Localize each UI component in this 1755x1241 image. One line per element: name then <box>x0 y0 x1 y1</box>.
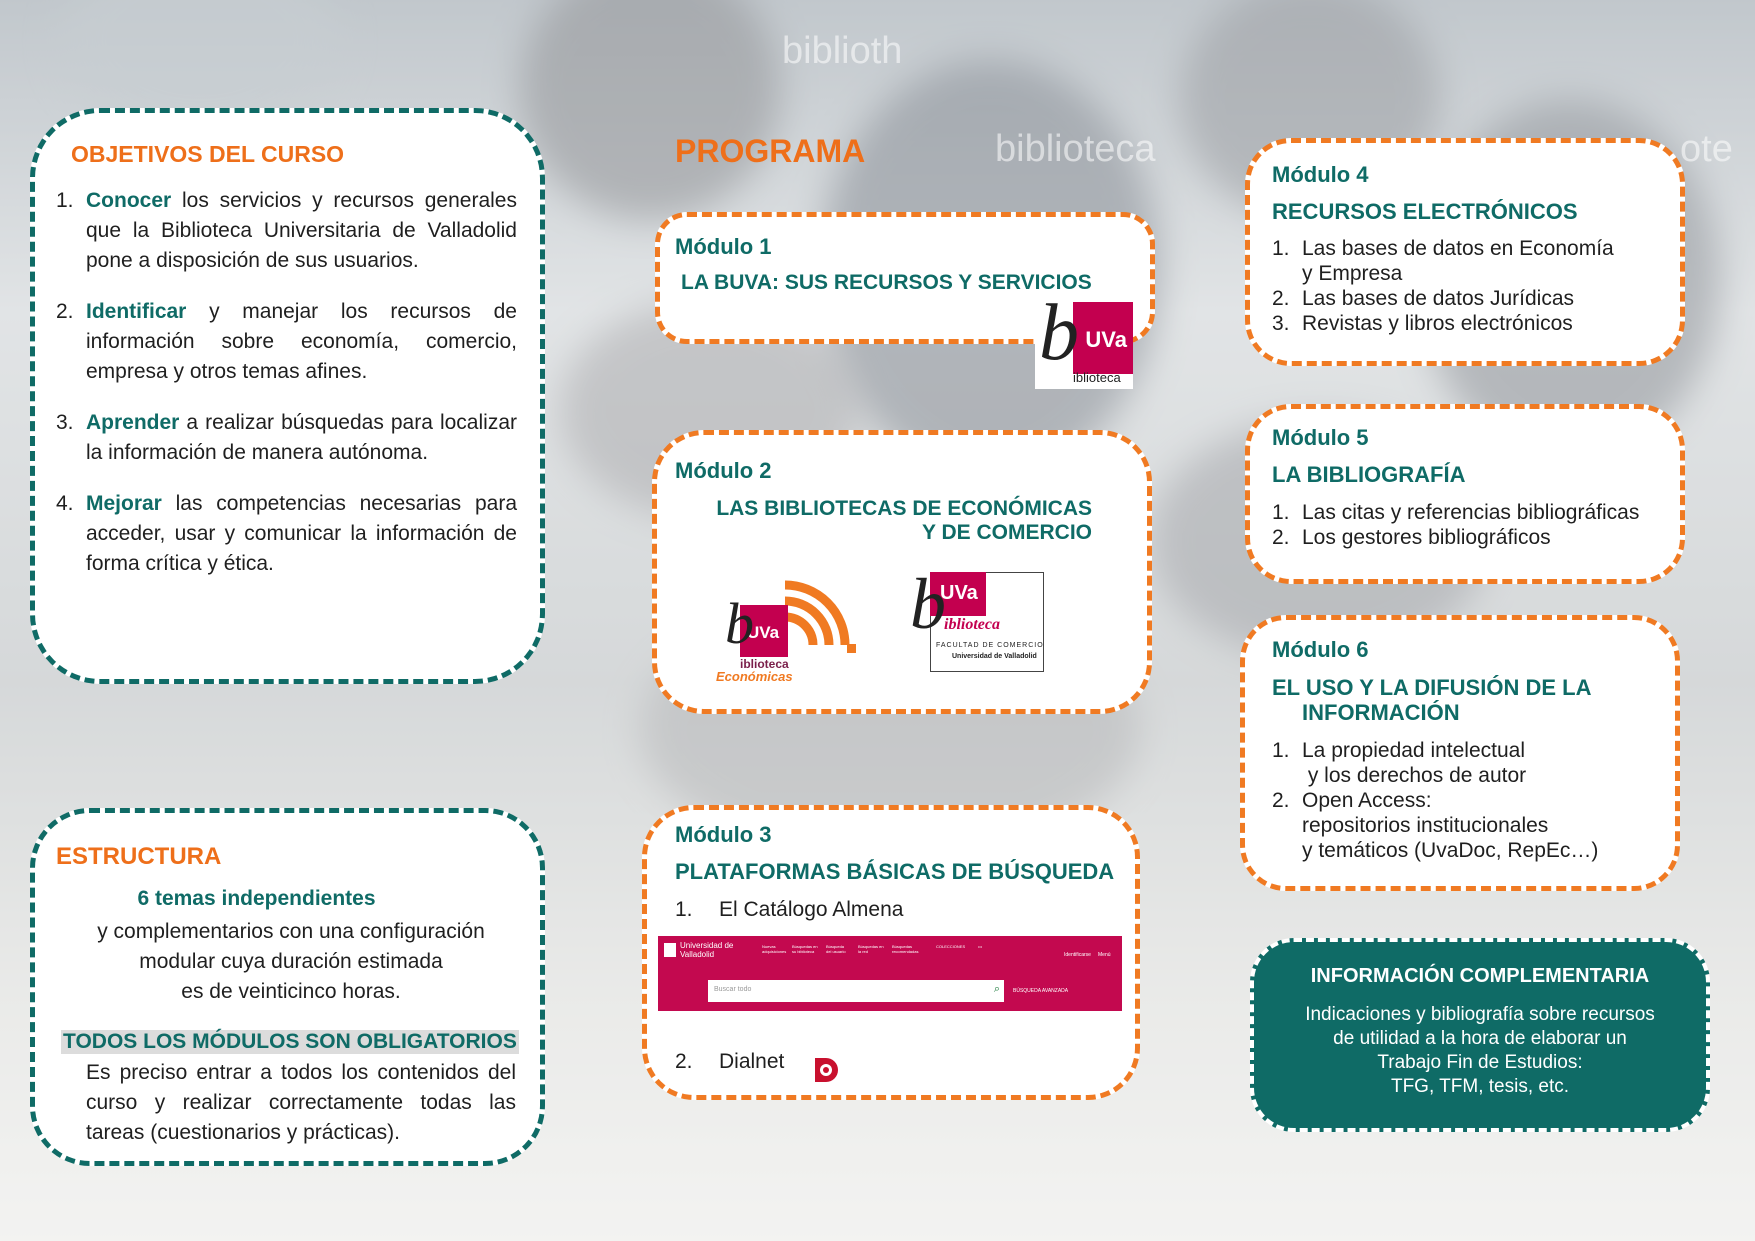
bg-text-center: biblioteca <box>995 128 1156 170</box>
modulo3-title: PLATAFORMAS BÁSICAS DE BÚSQUEDA <box>675 859 1115 884</box>
almena-nav-item[interactable]: Búsquedas en su biblioteca <box>792 944 818 954</box>
modulo6-label: Módulo 6 <box>1272 637 1369 662</box>
estructura-line1: y complementarios con una configuración <box>97 920 485 943</box>
modulo2-title1: LAS BIBLIOTECAS DE ECONÓMICAS <box>716 497 1092 520</box>
comercio-line1: FACULTAD DE COMERCIO <box>936 642 1044 649</box>
modulo4-item: y Empresa <box>1302 262 1403 285</box>
objetivo-lead: Mejorar <box>86 492 162 515</box>
comercio-uva-text: UVa <box>940 582 978 604</box>
bg-text-right: ote <box>1680 128 1733 170</box>
economicas-b: b <box>725 591 754 656</box>
mandatory-banner: TODOS LOS MÓDULOS SON OBLIGATORIOS <box>63 1030 517 1053</box>
uva-logo-text: UVa <box>1085 327 1127 352</box>
objetivo-lead: Conocer <box>86 189 172 212</box>
almena-nav-item[interactable]: Búsqueda del usuario <box>826 944 846 954</box>
bg-text-left: biblioth <box>782 30 903 72</box>
economicas-sub2: Económicas <box>716 669 793 684</box>
comercio-sub1: iblioteca <box>944 616 1000 633</box>
almena-brand-line2: Valladolid <box>680 950 715 959</box>
info-line4: TFG, TFM, tesis, etc. <box>1390 1076 1570 1097</box>
objetivo-item <box>56 186 517 276</box>
economicas-sub1: iblioteca <box>740 657 789 671</box>
comercio-b: b <box>910 564 946 644</box>
uva-biblioteca-logo <box>1035 289 1133 389</box>
catalogo-almena-label: El Catálogo Almena <box>719 898 904 921</box>
objetivo-text: los servicios y recursos generales que la Biblioteca Universitaria de Valladolid pone a disposición de sus usuarios. <box>86 189 517 272</box>
objetivo-lead: Aprender <box>86 411 180 434</box>
estructura-line2: modular cuya duración estimada <box>139 950 443 973</box>
modulo1-label: Módulo 1 <box>675 234 772 259</box>
modulo5-label: Módulo 5 <box>1272 425 1369 450</box>
info-title: INFORMACIÓN COMPLEMENTARIA <box>1310 965 1650 987</box>
info-line3: Trabajo Fin de Estudios: <box>1377 1052 1583 1073</box>
dialnet-label: Dialnet <box>719 1050 785 1073</box>
modulo3-item1 <box>675 895 903 925</box>
objetivo-number: 2. <box>56 300 74 323</box>
programa-title: PROGRAMA <box>675 133 866 169</box>
almena-menu[interactable]: Menú <box>1098 952 1111 958</box>
uva-logo-b: b <box>1039 289 1079 377</box>
modulo3-item2 <box>675 1047 784 1077</box>
almena-nav-item[interactable]: Nuevas adquisiciones <box>762 944 787 954</box>
modulo3-label: Módulo 3 <box>675 822 772 847</box>
almena-login[interactable]: Identificarse <box>1064 952 1091 958</box>
estructura-line3: es de veinticinco horas. <box>181 980 401 1003</box>
modulo2-label: Módulo 2 <box>675 458 772 483</box>
almena-advanced-search[interactable]: BÚSQUEDA AVANZADA <box>1013 988 1069 994</box>
modulo5-list <box>1272 500 1639 550</box>
objetivo-text: a realizar búsquedas para localizar la información de manera autónoma. <box>86 411 517 464</box>
objetivo-number: 1. <box>56 189 74 212</box>
modulo2-title2: Y DE COMERCIO <box>922 521 1092 544</box>
almena-nav-item[interactable]: Búsquedas recomendadas <box>892 944 919 954</box>
modulo3-item2-number: 2. <box>675 1050 693 1073</box>
uva-logo-sub: iblioteca <box>1073 370 1121 385</box>
almena-search-placeholder: Buscar todo <box>714 986 752 993</box>
modulo4-item: 1. Las bases de datos en Economía <box>1272 237 1614 260</box>
almena-nav-item[interactable]: Búsquedas en la red <box>858 944 884 954</box>
almena-nav <box>762 944 982 954</box>
objetivo-item <box>56 408 517 468</box>
almena-brand-line1: Universidad de <box>680 941 734 950</box>
objetivo-text: las competencias necesarias para acceder, usar y comunicar la información de forma crítica y ética. <box>86 492 517 575</box>
modulo1-title: LA BUVA: SUS RECURSOS Y SERVICIOS <box>681 271 1092 294</box>
info-line2: de utilidad a la hora de elaborar un <box>1333 1028 1627 1049</box>
modulo6-title2: INFORMACIÓN <box>1302 700 1460 725</box>
biblioteca-comercio-logo <box>910 564 1045 672</box>
modulo5-title: LA BIBLIOGRAFÍA <box>1272 462 1466 487</box>
objetivo-number: 4. <box>56 492 74 515</box>
modulo5-item: 1. Las citas y referencias bibliográficas <box>1272 501 1640 524</box>
modulo4-list <box>1272 236 1614 336</box>
objetivo-item <box>56 489 517 579</box>
modulo6-title1: EL USO Y LA DIFUSIÓN DE LA <box>1272 675 1592 700</box>
modulo4-title: RECURSOS ELECTRÓNICOS <box>1272 199 1578 224</box>
comercio-line2: Universidad de Valladolid <box>952 653 1037 660</box>
modulo6-list <box>1272 738 1598 863</box>
search-icon[interactable]: ⌕ <box>993 983 1000 995</box>
objetivos-list <box>56 186 517 579</box>
mandatory-text: Es preciso entrar a todos los contenidos del curso y realizar correctamente todas las tareas (cuestionarios y prácticas). <box>86 1061 516 1144</box>
modulo3-item1-number: 1. <box>675 898 693 921</box>
almena-brand <box>664 941 733 959</box>
estructura-highlight: 6 temas independientes <box>137 887 376 910</box>
modulo4-item: 3. Revistas y libros electrónicos <box>1272 312 1573 335</box>
modulo6-item: 1. La propiedad intelectual <box>1272 739 1526 762</box>
modulo6-item: repositorios institucionales <box>1302 814 1549 837</box>
modulo5-item: 2. Los gestores bibliográficos <box>1272 526 1551 549</box>
objetivo-text: y manejar los recursos de información sobre economía, comercio, empresa y otros temas afines. <box>86 300 517 383</box>
biblioteca-economicas-logo <box>710 565 860 685</box>
almena-search-input[interactable] <box>708 980 1004 1002</box>
modulo4-item: 2. Las bases de datos Jurídicas <box>1272 287 1574 310</box>
objetivo-lead: Identificar <box>86 300 187 323</box>
almena-nav-item[interactable]: ••• <box>978 944 983 949</box>
objetivo-number: 3. <box>56 411 74 434</box>
modulo6-item: y los derechos de autor <box>1302 764 1527 787</box>
info-line1: Indicaciones y bibliografía sobre recursos <box>1305 1004 1655 1025</box>
almena-catalog-screenshot <box>658 936 1122 1011</box>
objetivos-title: OBJETIVOS DEL CURSO <box>71 141 345 167</box>
modulo6-item: y temáticos (UvaDoc, RepEc…) <box>1302 839 1599 862</box>
modulo4-label: Módulo 4 <box>1272 162 1369 187</box>
modulo6-item: 2. Open Access: <box>1272 789 1432 812</box>
estructura-title: ESTRUCTURA <box>56 843 222 870</box>
dialnet-logo-icon <box>812 1056 840 1084</box>
objetivo-item <box>56 297 517 387</box>
almena-nav-item[interactable]: COLECCIONES <box>936 944 966 949</box>
economicas-uva-text: UVa <box>747 623 780 642</box>
